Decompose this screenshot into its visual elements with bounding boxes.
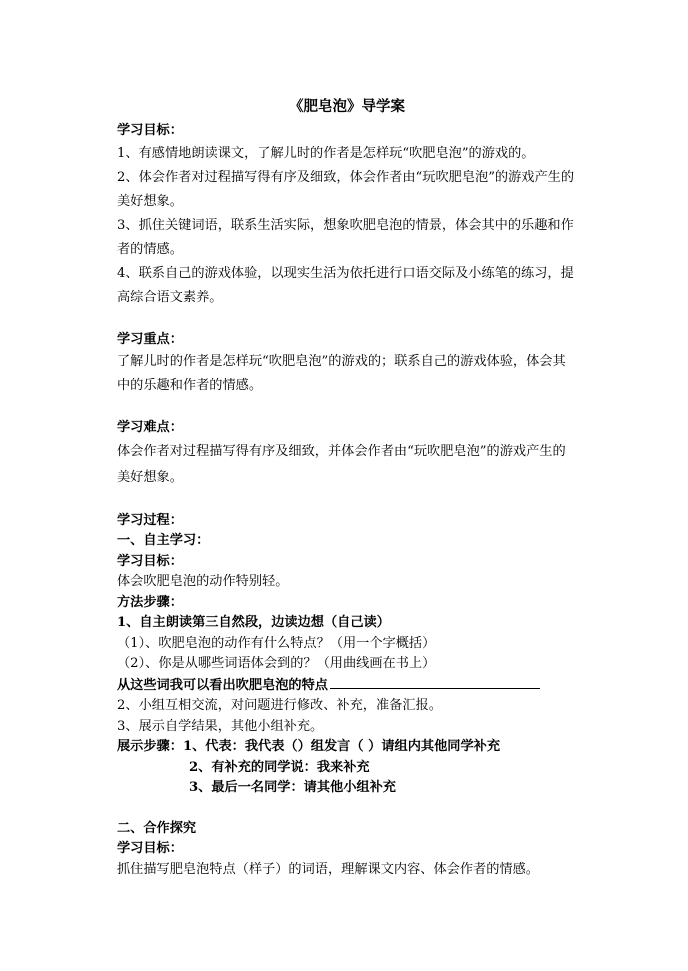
document-title: 《肥皂泡》导学案 [289, 98, 405, 115]
step-3: 3、展示自学结果，其他小组补充。 [117, 718, 324, 734]
answer-blank[interactable] [330, 675, 540, 689]
objective-item-3: 3、抓住关键词语，联系生活实际，想象吹肥皂泡的情景，体会其中的乐趣和作者的情感。 [117, 217, 574, 257]
fill-prompt: 从这些词我可以看出吹肥皂泡的特点 [117, 677, 328, 693]
show-heading: 展示步骤： [117, 739, 183, 754]
objective-item-4: 4、联系自己的游戏体验，以现实生活为依托进行口语交际及小练笔的练习，提高综合语文素养。 [117, 265, 574, 305]
key-points-heading: 学习重点： [117, 331, 183, 347]
part2-goal-text: 抓住描写肥皂泡特点（样子）的词语，理解课文内容、体会作者的情感。 [117, 861, 539, 877]
objectives-heading: 学习目标： [117, 123, 183, 138]
method-heading: 方法步骤： [117, 594, 183, 610]
show-step-1: 1、代表：我代表（）组发言（ ）请组内其他同学补充 [182, 739, 501, 754]
part1-goal-text: 体会吹肥皂泡的动作特别轻。 [117, 574, 289, 589]
part2-heading: 二、合作探究 [117, 820, 197, 836]
step-2: 2、小组互相交流，对问题进行修改、补充，准备汇报。 [117, 698, 442, 713]
objective-item-2: 2、体会作者对过程描写得有序及细致，体会作者由“玩吹肥皂泡”的游戏产生的美好想象。 [117, 169, 575, 209]
question-1: （1）、吹肥皂泡的动作有什么特点？（用一个字概括） [117, 635, 436, 651]
difficulties-text: 体会作者对过程描写得有序及细致，并体会作者由“玩吹肥皂泡”的游戏产生的美好想象。 [117, 443, 566, 485]
part1-heading: 一、自主学习： [117, 533, 210, 548]
part2-goal-heading: 学习目标： [117, 841, 183, 856]
difficulties-heading: 学习难点： [117, 420, 183, 435]
objective-item-1: 1、有感情地朗读课文，了解儿时的作者是怎样玩“吹肥皂泡”的游戏的。 [117, 145, 535, 161]
process-heading: 学习过程： [117, 512, 183, 528]
document-page [117, 96, 577, 880]
question-2: （2）、你是从哪些词语体会到的？（用曲线画在书上） [117, 656, 436, 671]
show-step-2: 2、有补充的同学说：我来补充 [189, 759, 370, 775]
step-1: 1、自主朗读第三自然段，边读边想（自己读） [117, 615, 390, 630]
show-steps-line [117, 737, 577, 758]
show-step-3: 3、最后一名同学：请其他小组补充 [189, 780, 396, 795]
fill-in-line [117, 675, 577, 697]
part1-goal-heading: 学习目标： [117, 553, 183, 569]
key-points-text: 了解儿时的作者是怎样玩“吹肥皂泡”的游戏的；联系自己的游戏体验，体会其中的乐趣和作者的情感。 [117, 354, 566, 393]
